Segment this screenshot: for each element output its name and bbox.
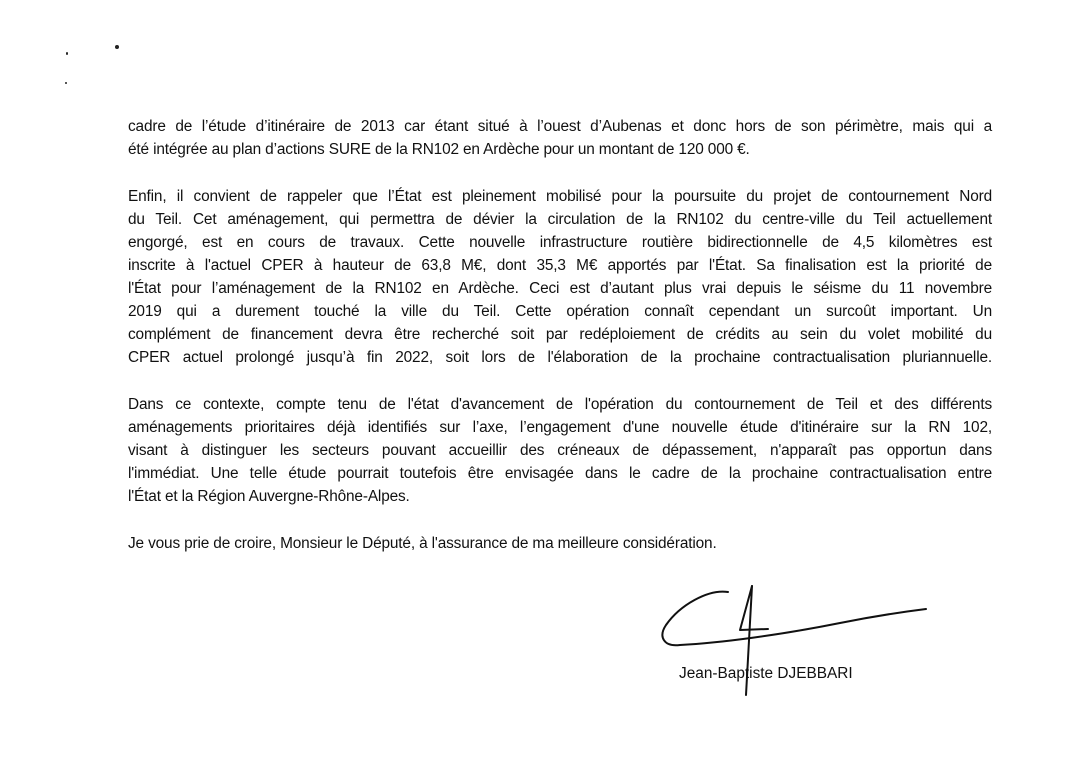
paragraph-line: engorgé, est en cours de travaux. Cette nouvelle infrastructure routière bidirectionnelle de 4,5 kilomètres est	[128, 234, 992, 251]
paragraph-line: visant à distinguer les secteurs pouvant accueillir des créneaux de dépassement, n'apparaît pas opportun dans	[128, 442, 992, 459]
paragraph-line: Dans ce contexte, compte tenu de l'état d'avancement de l'opération du contournement de Teil et des différents	[128, 396, 992, 413]
paragraph-line: Enfin, il convient de rappeler que l’État est pleinement mobilisé pour la poursuite du projet de contournement Nord	[128, 188, 992, 205]
handwritten-signature	[660, 585, 960, 705]
signature-stroke	[740, 586, 768, 630]
closing-line: Je vous prie de croire, Monsieur le Député, à l'assurance de ma meilleure considération.	[128, 535, 717, 552]
signatory-name: Jean-Baptiste DJEBBARI	[679, 665, 853, 682]
paragraph-line: CPER actuel prolongé jusqu’à fin 2022, soit lors de l'élaboration de la prochaine contractualisation pluriannuelle.	[128, 349, 992, 366]
paragraph-line: du Teil. Cet aménagement, qui permettra de dévier la circulation de la RN102 du centre-ville du Teil actuellement	[128, 211, 992, 228]
paragraph-line: l'immédiat. Une telle étude pourrait toutefois être envisagée dans le cadre de la prochaine contractualisation entre	[128, 465, 992, 482]
scan-speck	[65, 82, 67, 84]
scan-speck	[66, 52, 68, 55]
signature-stroke	[662, 592, 926, 646]
paragraph-line: aménagements prioritaires déjà identifiés sur l’axe, l’engagement d'une nouvelle étude d'itinéraire sur la RN 102,	[128, 419, 992, 436]
paragraph-line: inscrite à l'actuel CPER à hauteur de 63,8 M€, dont 35,3 M€ apportés par l'État. Sa finalisation est la priorité de	[128, 257, 992, 274]
paragraph-line: l'État pour l’aménagement de la RN102 en Ardèche. Ceci est d’autant plus vrai depuis le séisme du 11 novembre	[128, 280, 992, 297]
paragraph-line: l'État et la Région Auvergne-Rhône-Alpes.	[128, 488, 410, 505]
paragraph-line: 2019 qui a durement touché la ville du Teil. Cette opération connaît cependant un surcoût important. Un	[128, 303, 992, 320]
paragraph-line: été intégrée au plan d’actions SURE de la RN102 en Ardèche pour un montant de 120 000 €.	[128, 141, 750, 158]
paragraph-line: complément de financement devra être recherché soit par redéploiement de crédits au sein du volet mobilité du	[128, 326, 992, 343]
scan-speck	[115, 45, 119, 49]
paragraph-line: cadre de l’étude d’itinéraire de 2013 car étant situé à l’ouest d’Aubenas et donc hors de son périmètre, mais qui a	[128, 118, 992, 135]
